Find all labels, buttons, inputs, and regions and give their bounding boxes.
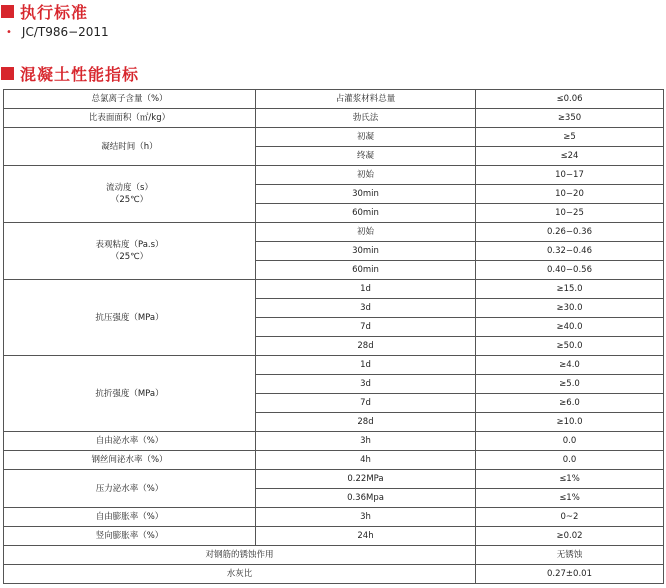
table-row — [4, 470, 664, 489]
performance-spec-table — [3, 89, 664, 584]
test-condition: 1d — [256, 280, 476, 299]
property-name: 抗折强度（MPa） — [4, 356, 256, 432]
spec-value: ≥0.02 — [476, 527, 664, 546]
spec-value: 0.0 — [476, 432, 664, 451]
spec-value: 0.27±0.01 — [476, 565, 664, 584]
spec-value: ≥5.0 — [476, 375, 664, 394]
spec-value: 0~2 — [476, 508, 664, 527]
standard-heading-text: 执行标准 — [20, 2, 89, 22]
table-row — [4, 223, 664, 242]
test-condition: 初始 — [256, 166, 476, 185]
spec-value: ≥50.0 — [476, 337, 664, 356]
spec-value: 0.26−0.36 — [476, 223, 664, 242]
table-row — [4, 527, 664, 546]
test-condition: 3d — [256, 375, 476, 394]
table-row — [4, 280, 664, 299]
property-name: 比表面面积（㎡/kg） — [4, 109, 256, 128]
test-condition: 占灌浆材料总量 — [256, 90, 476, 109]
test-condition: 0.36Mpa — [256, 489, 476, 508]
spec-value: ≥30.0 — [476, 299, 664, 318]
test-condition: 3d — [256, 299, 476, 318]
table-row — [4, 356, 664, 375]
spec-value: ≥40.0 — [476, 318, 664, 337]
standard-code: JC/T986−2011 — [21, 25, 109, 39]
spec-value: ≥15.0 — [476, 280, 664, 299]
property-name: 自由膨胀率（%） — [4, 508, 256, 527]
property-name: 抗压强度（MPa） — [4, 280, 256, 356]
spec-value: ≤1% — [476, 489, 664, 508]
table-row — [4, 109, 664, 128]
test-condition: 初始 — [256, 223, 476, 242]
property-name-line2: （25℃） — [110, 252, 149, 262]
test-condition: 24h — [256, 527, 476, 546]
spec-value: 10−17 — [476, 166, 664, 185]
property-name: 压力泌水率（%） — [4, 470, 256, 508]
property-name: 钢丝间泌水率（%） — [4, 451, 256, 470]
spec-value: ≤0.06 — [476, 90, 664, 109]
spec-value: 10−25 — [476, 204, 664, 223]
spec-value: ≥10.0 — [476, 413, 664, 432]
table-row — [4, 166, 664, 185]
table-row — [4, 546, 664, 565]
red-square-bullet — [1, 67, 14, 80]
property-name — [4, 166, 256, 223]
property-name: 对钢筋的锈蚀作用 — [4, 546, 476, 565]
spec-value: ≥6.0 — [476, 394, 664, 413]
test-condition: 0.22MPa — [256, 470, 476, 489]
test-condition: 4h — [256, 451, 476, 470]
table-row — [4, 432, 664, 451]
standard-item — [6, 25, 109, 39]
table-row — [4, 128, 664, 147]
spec-value: 0.0 — [476, 451, 664, 470]
table-row — [4, 451, 664, 470]
spec-value: ≤24 — [476, 147, 664, 166]
test-condition: 7d — [256, 394, 476, 413]
table-row — [4, 508, 664, 527]
performance-heading-text: 混凝土性能指标 — [20, 64, 140, 84]
property-name: 凝结时间（h） — [4, 128, 256, 166]
property-name-line1: 流动度（s） — [106, 183, 153, 193]
spec-value: 无锈蚀 — [476, 546, 664, 565]
test-condition: 3h — [256, 508, 476, 527]
test-condition: 勃氏法 — [256, 109, 476, 128]
test-condition: 3h — [256, 432, 476, 451]
property-name-line2: （25℃） — [110, 195, 149, 205]
spec-value: ≥5 — [476, 128, 664, 147]
test-condition: 28d — [256, 337, 476, 356]
test-condition: 30min — [256, 242, 476, 261]
test-condition: 28d — [256, 413, 476, 432]
spec-value: ≥4.0 — [476, 356, 664, 375]
table-row — [4, 90, 664, 109]
test-condition: 60min — [256, 204, 476, 223]
property-name: 自由泌水率（%） — [4, 432, 256, 451]
test-condition: 初凝 — [256, 128, 476, 147]
spec-value: ≤1% — [476, 470, 664, 489]
table-row — [4, 565, 664, 584]
test-condition: 7d — [256, 318, 476, 337]
property-name — [4, 223, 256, 280]
property-name-line1: 表观粘度（Pa.s） — [95, 240, 164, 250]
performance-section-heading — [0, 63, 139, 83]
spec-value: 0.40−0.56 — [476, 261, 664, 280]
property-name: 竖向膨胀率（%） — [4, 527, 256, 546]
red-square-bullet — [1, 5, 14, 18]
property-name: 总氯离子含量（%） — [4, 90, 256, 109]
spec-value: 0.32−0.46 — [476, 242, 664, 261]
standard-section-heading — [0, 1, 88, 21]
spec-value: 10−20 — [476, 185, 664, 204]
test-condition: 终凝 — [256, 147, 476, 166]
spec-value: ≥350 — [476, 109, 664, 128]
test-condition: 30min — [256, 185, 476, 204]
test-condition: 1d — [256, 356, 476, 375]
property-name: 水灰比 — [4, 565, 476, 584]
bullet-dot-icon: • — [6, 26, 12, 38]
test-condition: 60min — [256, 261, 476, 280]
